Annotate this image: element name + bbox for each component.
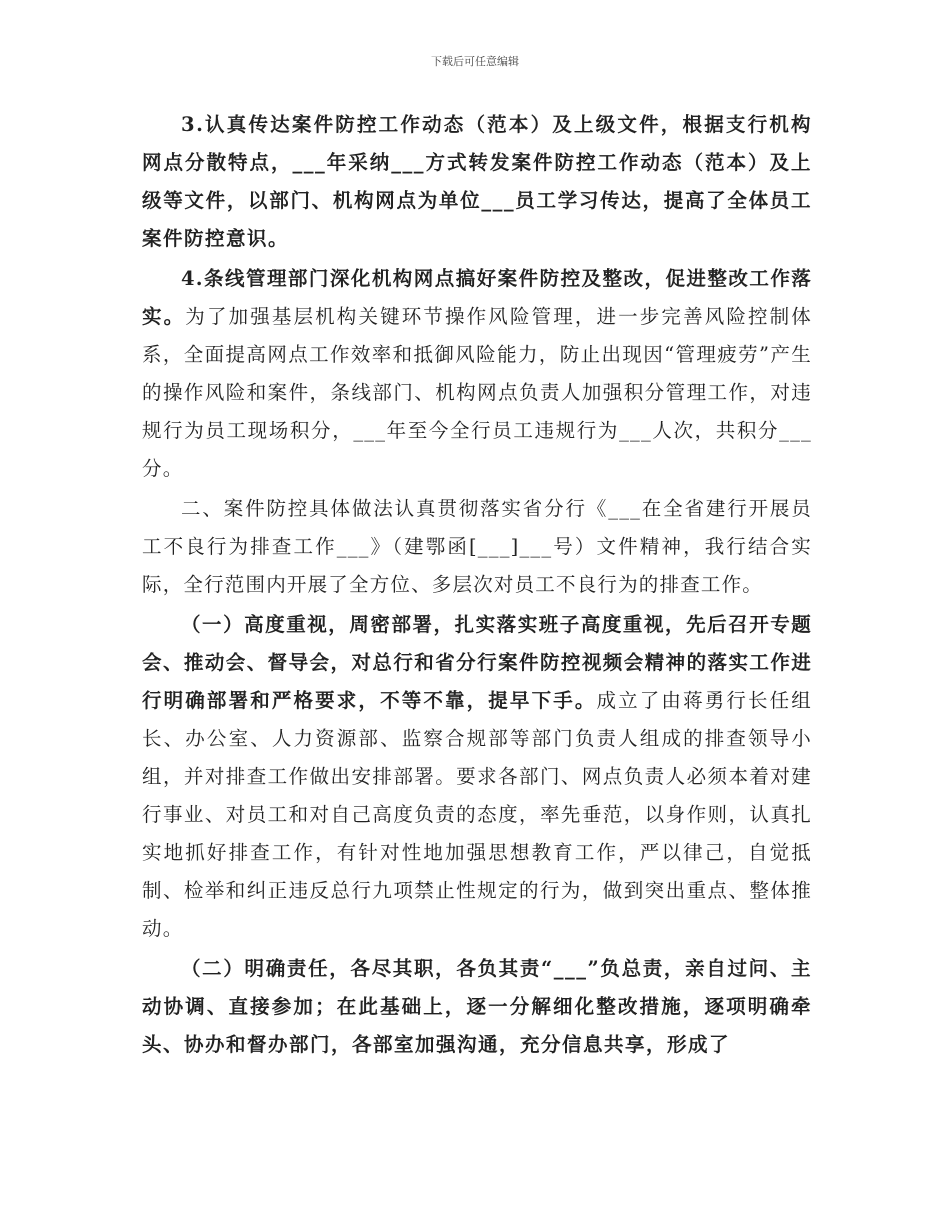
paragraph-item-3: 3.认真传达案件防控工作动态（范本）及上级文件，根据支行机构网点分散特点，___年采纳___方式转发案件防控工作动态（范本）及上级等文件，以部门、机构网点为单位___员工学习传达，提高了全体员工案件防控意识。 [142, 113, 812, 250]
subsection-one-heading: （一）高度重视，周密部署，扎实落实班子高度重视，先后召开专题会、推动会、督导会，对总行和省分行案件防控视频会精神的落实工作进行明确部署和严格要求，不等不靠，提早下手。 [142, 613, 812, 712]
paragraph-item-4-heading: 4.条线管理部门深化机构网点搞好案件防控及整改，促进整改工作落实。 [142, 267, 812, 328]
page-header: 下载后可任意编辑 [431, 55, 519, 68]
paragraph-item-4 [142, 260, 812, 488]
subsection-two: （二）明确责任，各尽其职，各负其责“___”负总责，亲自过问、主动协调、直接参加；在此基础上，逐一分解细化整改措施，逐项明确牵头、协办和督办部门，各部室加强沟通，充分信息共享，形成了 [142, 957, 812, 1056]
paragraph-item-4-body: 为了加强基层机构关键环节操作风险管理，进一步完善风险控制体系，全面提高网点工作效率和抵御风险能力，防止出现因“管理疲劳”产生的操作风险和案件，条线部门、机构网点负责人加强积分管理工作，对违规行为员工现场积分，___年至今全行员工违规行为___人次，共积分___分。 [142, 305, 812, 480]
section-two-intro: 二、案件防控具体做法认真贯彻落实省分行《___在全省建行开展员工不良行为排查工作___》（建鄂函[___]___号）文件精神，我行结合实际，全行范围内开展了全方位、多层次对员工不良行为的排查工作。 [142, 497, 812, 596]
document-body [142, 106, 812, 1064]
subsection-one-body: 成立了由蒋勇行长任组长、办公室、人力资源部、监察合规部等部门负责人组成的排查领导小组，并对排查工作做出安排部署。要求各部门、网点负责人必须本着对建行事业、对员工和对自己高度负责的态度，率先垂范，以身作则，认真扎实地抓好排查工作，有针对性地加强思想教育工作，严以律己，自觉抵制、检举和纠正违反总行九项禁止性规定的行为，做到突出重点、整体推动。 [142, 689, 812, 940]
subsection-one [142, 606, 812, 948]
